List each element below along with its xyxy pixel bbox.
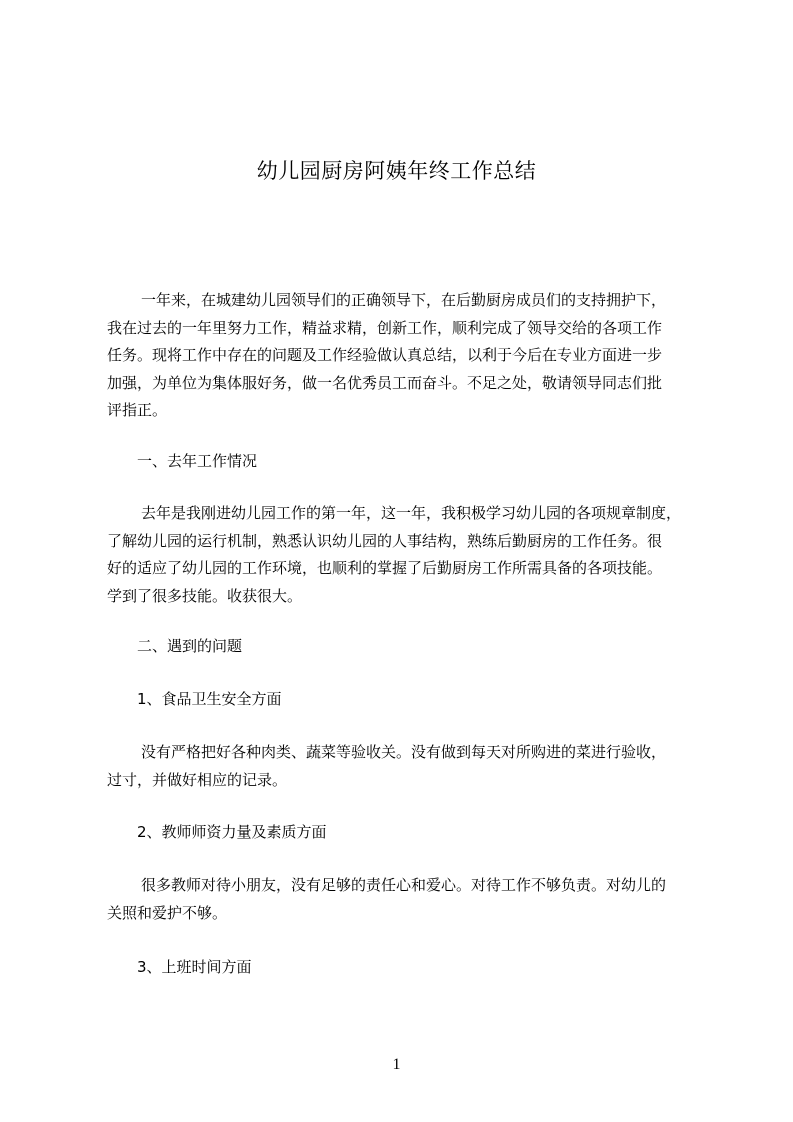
paragraph-line: 很多教师对待小朋友，没有足够的责任心和爱心。对待工作不够负责。对幼儿的 (141, 876, 667, 894)
subsection2-paragraph (107, 872, 707, 927)
paragraph-line: 去年是我刚进幼儿园工作的第一年，这一年，我积极学习幼儿园的各项规章制度， (141, 504, 682, 522)
section-heading-1: 一、去年工作情况 (137, 452, 258, 470)
intro-paragraph (107, 287, 707, 425)
paragraph-line: 学到了很多技能。收获很大。 (107, 586, 303, 605)
subsection-heading-2: 2、教师师资力量及素质方面 (137, 823, 327, 841)
paragraph-line: 评指正。 (107, 401, 168, 419)
paragraph-line: 好的适应了幼儿园的工作环境，也顺利的掌握了后勤厨房工作所需具备的各项技能。 (107, 559, 663, 577)
paragraph-line: 关照和爱护不够。 (107, 903, 228, 922)
section-heading-2: 二、遇到的问题 (137, 637, 243, 655)
section1-paragraph (107, 500, 707, 610)
subsection1-paragraph (107, 739, 707, 794)
paragraph-line: 一年来，在城建幼儿园领导们的正确领导下，在后勤厨房成员们的支持拥护下， (141, 291, 667, 309)
paragraph-line: 没有严格把好各种肉类、蔬菜等验收关。没有做到每天对所购进的菜进行验收， (141, 743, 667, 761)
paragraph-line: 任务。现将工作中存在的问题及工作经验做认真总结，以利于今后在专业方面进一步 (107, 346, 663, 364)
paragraph-line: 过寸，并做好相应的记录。 (107, 770, 288, 789)
page-number: 1 (392, 1056, 401, 1073)
subsection-heading-1: 1、食品卫生安全方面 (137, 690, 282, 708)
paragraph-line: 加强，为单位为集体服好务，做一名优秀员工而奋斗。不足之处，敬请领导同志们批 (107, 373, 663, 392)
paragraph-line: 了解幼儿园的运行机制，熟悉认识幼儿园的人事结构，熟练后勤厨房的工作任务。很 (107, 531, 663, 550)
paragraph-line: 我在过去的一年里努力工作，精益求精，创新工作，顺利完成了领导交给的各项工作 (107, 318, 663, 337)
subsection-heading-3: 3、上班时间方面 (137, 958, 252, 976)
document-title: 幼儿园厨房阿姨年终工作总结 (256, 159, 537, 184)
